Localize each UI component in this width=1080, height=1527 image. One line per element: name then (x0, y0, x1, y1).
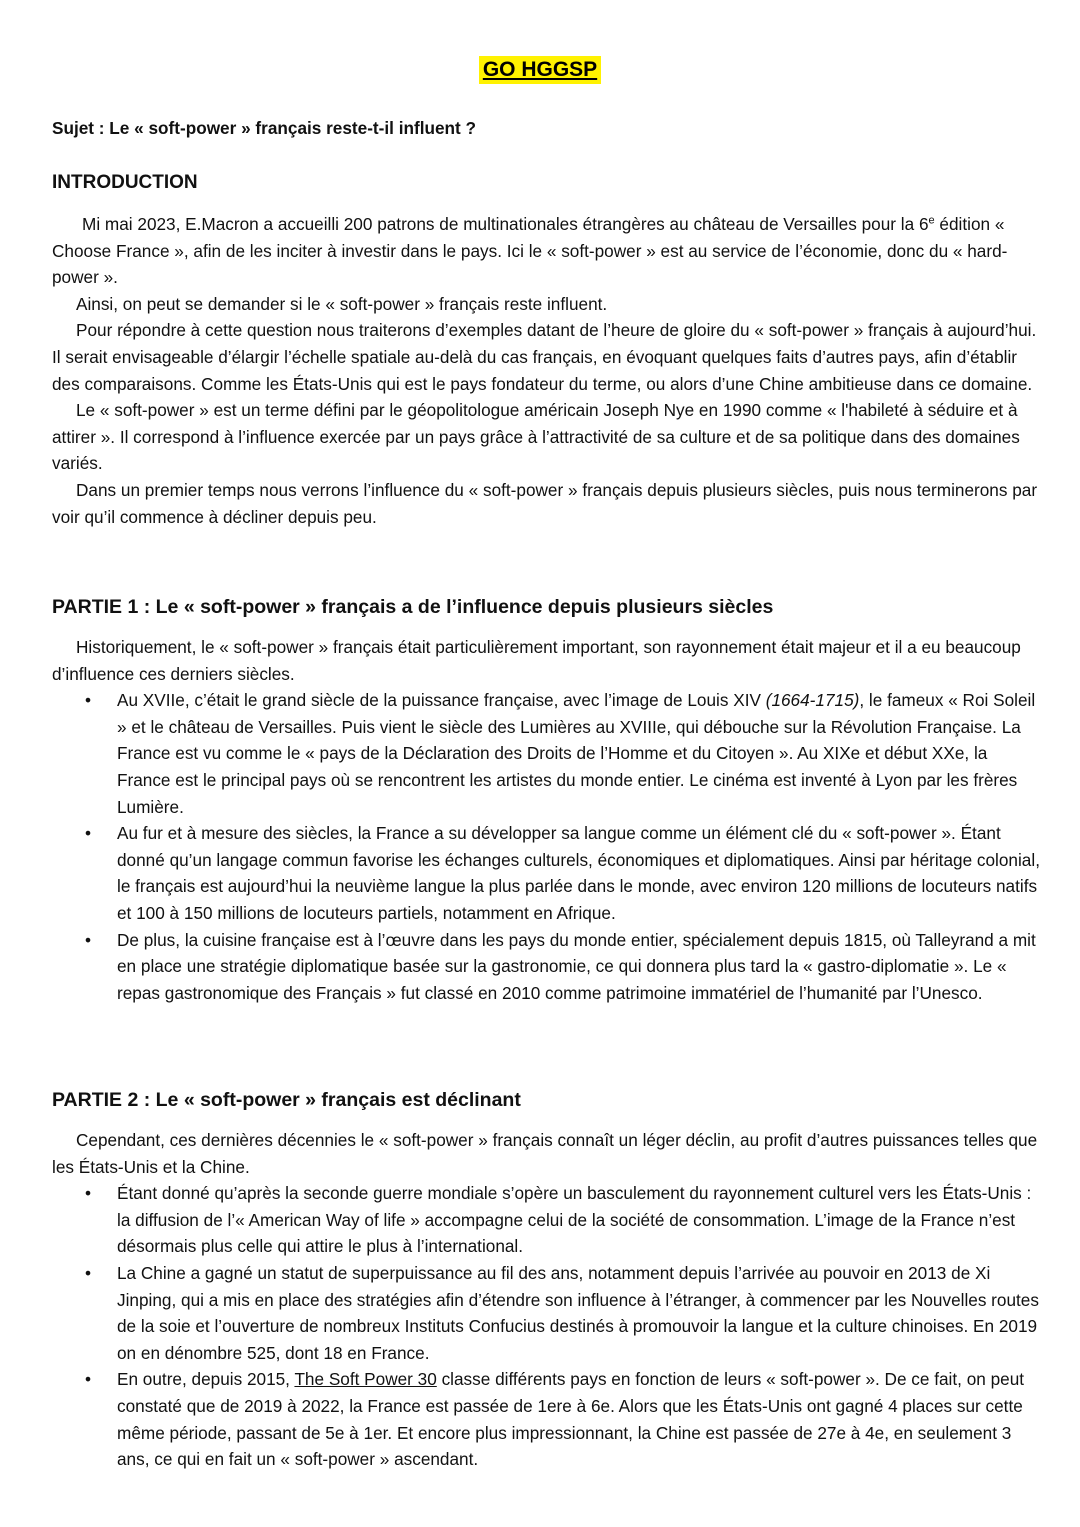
part2-section (52, 1127, 1042, 1473)
part1-section (52, 634, 1042, 1006)
part1-list (52, 687, 1042, 1006)
intro-p1-end: édition « Choose France », afin de les inciter à investir dans le pays. Ici le « soft-power » est au service de l’économie, donc du « hard-power ». (52, 214, 1008, 288)
intro-paragraph-5: Dans un premier temps nous verrons l’influence du « soft-power » français depuis plusieurs siècles, puis nous terminerons par voir qu’il commence à décliner depuis peu. (52, 479, 1038, 527)
list-item-text: Étant donné qu’après la seconde guerre mondiale s’opère un basculement du rayonnement culturel vers les États-Unis : la diffusion de l’« American Way of life » accompagne celui de la société de consommation. L’image de la France n’est désormais plus celle qui attire le plus à l’international. (117, 1183, 1032, 1257)
list-item (52, 927, 1042, 1007)
list-item-text: De plus, la cuisine française est à l’œuvre dans les pays du monde entier, spécialement depuis 1815, où Talleyrand a mit en place une stratégie diplomatique basée sur la gastronomie, ce qui donnera plus tard la « gastro-diplomatie ». Le « repas gastronomique des Français » fut classé en 2010 comme patrimoine immatériel de l’humanité par l’Unesco. (117, 929, 1036, 1003)
bullet-icon: • (85, 1262, 92, 1283)
bullet-icon: • (85, 1183, 92, 1204)
superscript: e (928, 214, 935, 227)
date-range: (1664-1715) (765, 690, 860, 711)
intro-paragraph-3: Pour répondre à cette question nous traiterons d’exemples datant de l’heure de gloire du « soft-power » français à aujourd’hui. Il serait envisageable d’élargir l’échelle spatiale au-delà du cas français, en évoquant quelques faits d’autres pays, afin d’établir des comparaisons. Comme les États-Unis qui est le pays fondateur du terme, ou alors d’une Chine ambitieuse dans ce domaine. (52, 320, 1037, 394)
subject-line: Sujet : Le « soft-power » français reste-t-il influent ? (52, 118, 477, 138)
list-item-text: Au XVIIe, c’était le grand siècle de la puissance française, avec l’image de Louis XIV (117, 690, 766, 711)
soft-power-30-link[interactable]: The Soft Power 30 (294, 1369, 437, 1390)
list-item (52, 1180, 1042, 1260)
intro-heading: INTRODUCTION (52, 172, 198, 193)
bullet-icon: • (85, 690, 92, 711)
list-item-text: La Chine a gagné un statut de superpuissance au fil des ans, notamment depuis l’arrivée au pouvoir en 2013 de Xi Jinping, qui a mis en place des stratégies afin d’étendre son influence à l’étranger, à commencer par les Nouvelles routes de la soie et l’ouverture de nombreux Instituts Confucius destinés à promouvoir la langue et la culture chinoises. En 2019 on en dénombre 525, dont 18 en France. (117, 1262, 1039, 1363)
list-item (52, 1366, 1042, 1472)
part1-heading: PARTIE 1 : Le « soft-power » français a de l’influence depuis plusieurs siècles (52, 596, 774, 618)
intro-paragraph-1 (52, 211, 1042, 291)
intro-paragraph-2: Ainsi, on peut se demander si le « soft-power » français reste influent. (76, 293, 608, 314)
list-item-text: , le fameux « Roi Soleil » et le château de Versailles. Puis vient le siècle des Lumières au XVIIIe, qui débouche sur la Révolution Française. La France est vu comme le « pays de la Déclaration des Droits de l’Homme et du Citoyen ». Au XIXe et début XXe, la France est le principal pays où se rencontrent les artistes du monde entier. Le cinéma est inventé à Lyon par les frères Lumière. (117, 690, 1036, 817)
intro-paragraph-4: Le « soft-power » est un terme défini par le géopolitologue américain Joseph Nye en 1990 comme « l'habileté à séduire et à attirer ». Il correspond à l’influence exercée par un pays grâce à l’attractivité de sa culture et de sa politique dans des domaines variés. (52, 400, 1020, 474)
bullet-icon: • (85, 929, 92, 950)
part2-lead: Cependant, ces dernières décennies le « soft-power » français connaît un léger déclin, au profit d’autres puissances telles que les États-Unis et la Chine. (52, 1130, 1038, 1177)
list-item-text: Au fur et à mesure des siècles, la France a su développer sa langue comme un élément clé du « soft-power ». Étant donné qu’un langage commun favorise les échanges culturels, économiques et diplomatiques. Ainsi par héritage colonial, le français est aujourd’hui la neuvième langue la plus parlée dans le monde, avec environ 120 millions de locuteurs natifs et 100 à 150 millions de locuteurs partiels, notamment en Afrique. (117, 823, 1040, 923)
intro-section (52, 211, 1042, 530)
document-title: GO HGGSP (479, 56, 601, 84)
bullet-icon: • (85, 1369, 92, 1390)
list-item (52, 687, 1042, 820)
title-container (0, 56, 1080, 84)
list-item (52, 820, 1042, 926)
bullet-icon: • (85, 823, 92, 844)
list-item-text: En outre, depuis 2015, (117, 1369, 295, 1390)
part2-heading: PARTIE 2 : Le « soft-power » français est déclinant (52, 1089, 521, 1111)
part1-lead: Historiquement, le « soft-power » français était particulièrement important, son rayonnement était majeur et il a eu beaucoup d’influence ces derniers siècles. (52, 637, 1021, 684)
list-item-text: classe différents pays en fonction de leurs « soft-power ». De ce fait, on peut constaté que de 2019 à 2022, la France est passée de 1ere à 6e. Alors que les États-Unis ont gagné 4 places sur cette même période, passant de 5e à 1er. Et encore plus impressionnant, la Chine est passée de 27e à 4e, en seulement 3 ans, ce qui en fait un « soft-power » ascendant. (117, 1369, 1025, 1470)
part2-list (52, 1180, 1042, 1473)
intro-p1-start: Mi mai 2023, E.Macron a accueilli 200 patrons de multinationales étrangères au château de Versailles pour la 6 (82, 214, 929, 234)
list-item (52, 1260, 1042, 1366)
